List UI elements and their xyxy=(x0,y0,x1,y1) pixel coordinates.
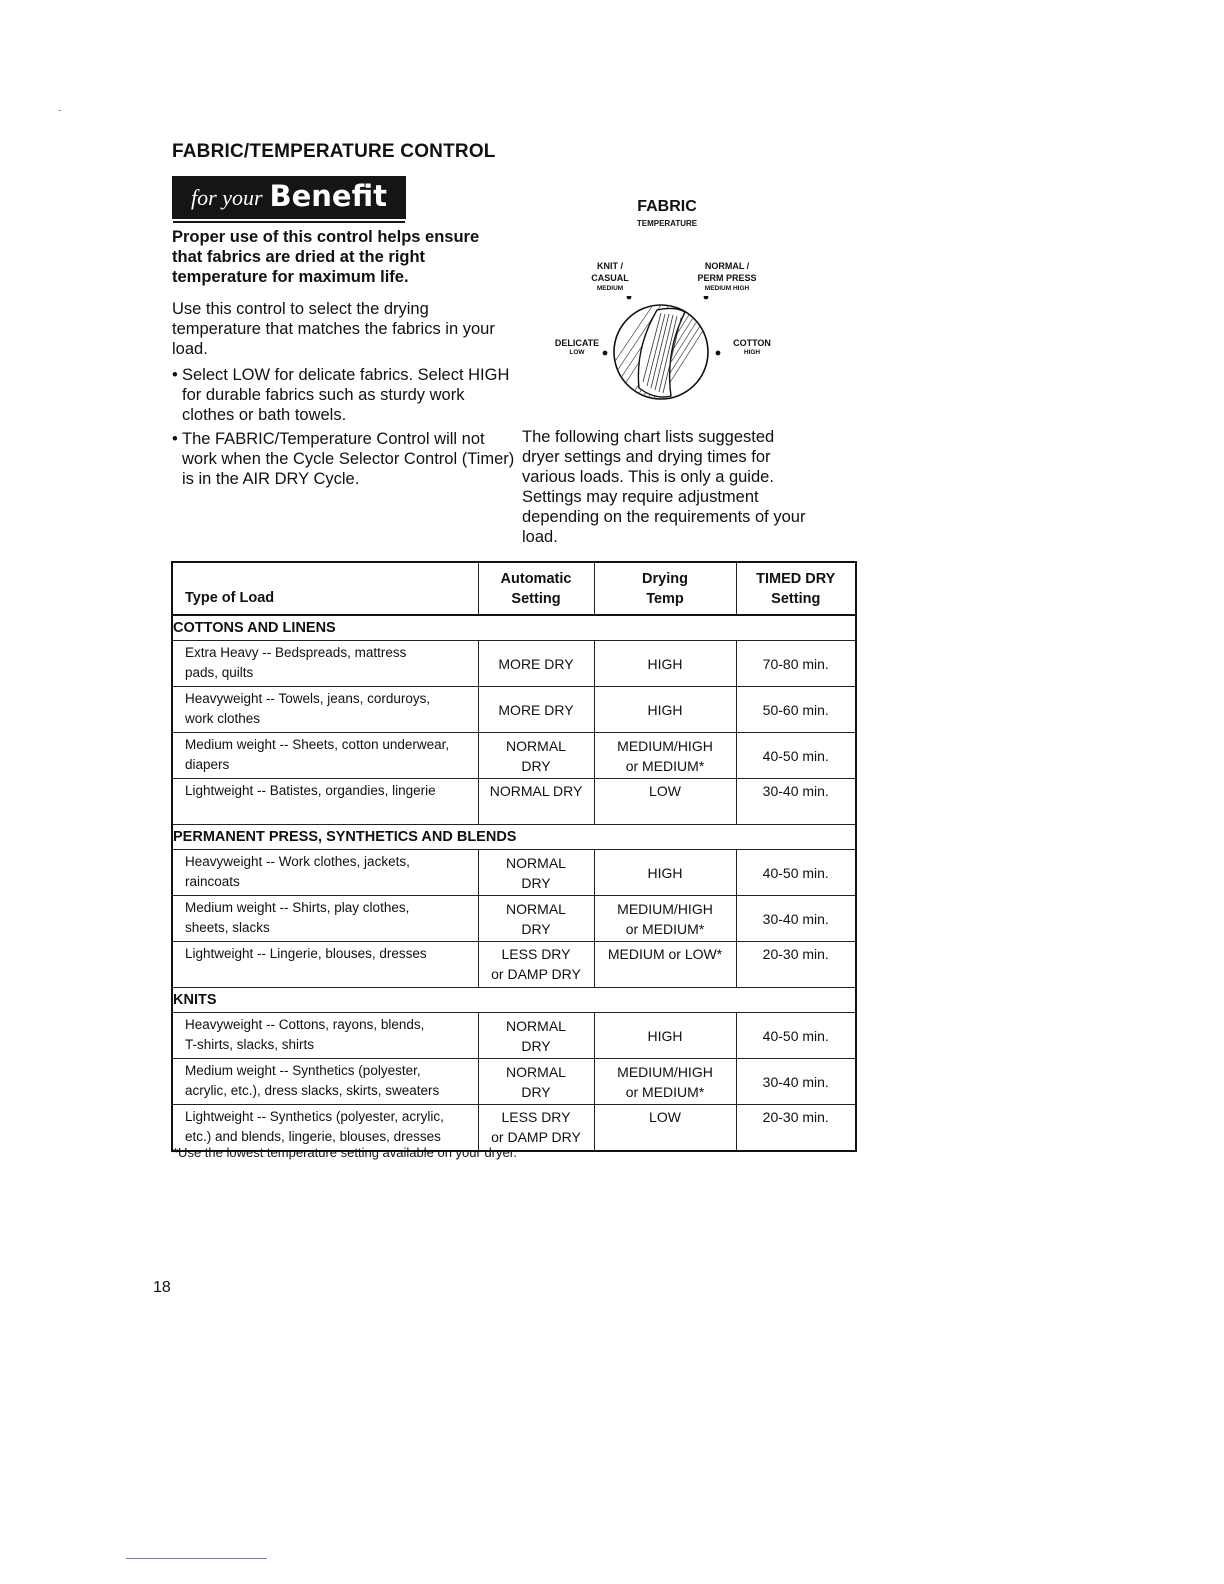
timed-dry-cell-line: 20-30 min. xyxy=(762,946,829,962)
timed-dry-cell xyxy=(736,1105,856,1151)
dial-label-casual: CASUAL xyxy=(591,273,629,283)
load-type-cell-line: Extra Heavy -- Bedspreads, mattress xyxy=(185,645,407,660)
automatic-setting-cell xyxy=(478,641,594,687)
dial-dot-medium-high xyxy=(704,296,709,299)
bottom-rule xyxy=(126,1558,267,1559)
automatic-setting-cell-line: LESS DRY xyxy=(501,1109,571,1125)
automatic-setting-cell-line: NORMAL xyxy=(506,1017,566,1034)
dial-title: FABRIC xyxy=(637,198,697,215)
load-type-cell xyxy=(172,850,478,896)
for-your-benefit-badge xyxy=(172,176,406,219)
timed-dry-cell xyxy=(736,850,856,896)
chart-intro-text: The following chart lists suggested dryer settings and drying times for various loads. This is only a guide. Settings may require adjustment depending on the requirements of your load. xyxy=(522,428,806,546)
dial-subtitle: TEMPERATURE xyxy=(636,219,698,228)
table-section-row xyxy=(172,615,856,641)
load-type-cell xyxy=(172,896,478,942)
table-body xyxy=(172,615,856,1151)
page-number: 18 xyxy=(153,1279,171,1296)
drying-temp-cell-line: LOW xyxy=(649,783,681,799)
header-timed-line2: Setting xyxy=(771,591,821,607)
drying-temp-cell xyxy=(594,850,736,896)
automatic-setting-cell-line: NORMAL xyxy=(506,854,566,871)
timed-dry-cell-line: 50-60 min. xyxy=(762,701,829,718)
automatic-setting-cell xyxy=(478,942,594,988)
header-drying-line2: Temp xyxy=(646,591,684,607)
timed-dry-cell xyxy=(736,942,856,988)
table-row xyxy=(172,1059,856,1105)
automatic-setting-cell-line: DRY xyxy=(521,920,551,937)
load-type-cell xyxy=(172,942,478,988)
timed-dry-cell xyxy=(736,687,856,733)
load-type-cell-line: work clothes xyxy=(185,711,261,726)
badge-benefit: Benefit xyxy=(269,179,387,213)
automatic-setting-cell-line: DRY xyxy=(521,757,551,774)
dial-dot-high xyxy=(716,351,721,356)
timed-dry-cell xyxy=(736,1059,856,1105)
load-type-cell-line: sheets, slacks xyxy=(185,920,270,935)
scan-mark xyxy=(58,110,61,111)
timed-dry-cell xyxy=(736,896,856,942)
load-type-cell xyxy=(172,1105,478,1151)
load-type-cell-line: T-shirts, slacks, shirts xyxy=(185,1037,315,1052)
drying-temp-cell xyxy=(594,1105,736,1151)
load-type-cell xyxy=(172,1013,478,1059)
automatic-setting-cell-line: NORMAL xyxy=(506,900,566,917)
bullet-dot: • xyxy=(172,366,178,384)
drying-temp-cell-line: MEDIUM/HIGH xyxy=(617,737,713,754)
table-section-row xyxy=(172,825,856,850)
timed-dry-cell-line: 30-40 min. xyxy=(762,1073,829,1090)
drying-temp-cell-line: HIGH xyxy=(647,701,683,718)
table-row xyxy=(172,850,856,896)
table-row xyxy=(172,896,856,942)
automatic-setting-cell-line: DRY xyxy=(521,1083,551,1100)
automatic-setting-cell-line: LESS DRY xyxy=(501,946,571,962)
drying-temp-cell xyxy=(594,733,736,779)
dial-label-normal: NORMAL / xyxy=(704,261,750,271)
load-type-cell xyxy=(172,733,478,779)
automatic-setting-cell-line: NORMAL xyxy=(506,737,566,754)
timed-dry-cell xyxy=(736,1013,856,1059)
drying-temp-cell-line: HIGH xyxy=(647,864,683,881)
drying-temp-cell-line: MEDIUM/HIGH xyxy=(617,900,713,917)
load-type-cell xyxy=(172,687,478,733)
bullet-item xyxy=(172,429,517,489)
automatic-setting-cell-line: NORMAL DRY xyxy=(489,783,583,799)
automatic-setting-cell xyxy=(478,779,594,825)
dryer-settings-table xyxy=(171,561,857,1152)
drying-temp-cell-line: MEDIUM or LOW* xyxy=(607,946,723,962)
section-title: FABRIC/TEMPERATURE CONTROL xyxy=(172,141,496,162)
table-row xyxy=(172,687,856,733)
dial-label-medium-high: MEDIUM HIGH xyxy=(704,285,750,292)
timed-dry-cell xyxy=(736,779,856,825)
automatic-setting-cell xyxy=(478,1105,594,1151)
timed-dry-cell xyxy=(736,641,856,687)
dial-label-delicate: DELICATE xyxy=(554,338,600,348)
automatic-setting-cell xyxy=(478,850,594,896)
drying-temp-cell xyxy=(594,896,736,942)
drying-temp-cell-line: HIGH xyxy=(647,655,683,672)
timed-dry-cell-line: 40-50 min. xyxy=(762,1027,829,1044)
timed-dry-cell-line: 40-50 min. xyxy=(762,747,829,764)
section-title-cell: KNITS xyxy=(172,988,856,1013)
timed-dry-cell-line: 40-50 min. xyxy=(762,864,829,881)
bullet-text: The FABRIC/Temperature Control will not work when the Cycle Selector Control (Timer) is in the AIR DRY Cycle. xyxy=(182,430,515,488)
load-type-cell-line: acrylic, etc.), dress slacks, skirts, sweaters xyxy=(185,1083,440,1098)
load-type-cell-line: Heavyweight -- Cottons, rayons, blends, xyxy=(185,1017,425,1032)
drying-temp-cell xyxy=(594,1059,736,1105)
drying-temp-cell-line: or MEDIUM* xyxy=(625,757,705,774)
table-section-row xyxy=(172,988,856,1013)
load-type-cell xyxy=(172,1059,478,1105)
load-type-cell xyxy=(172,779,478,825)
drying-temp-cell-line: or MEDIUM* xyxy=(625,1083,705,1100)
automatic-setting-cell xyxy=(478,1059,594,1105)
drying-temp-cell xyxy=(594,1013,736,1059)
header-timed-line1: TIMED DRY xyxy=(756,571,836,587)
automatic-setting-cell-line: DRY xyxy=(521,1037,551,1054)
load-type-cell-line: diapers xyxy=(185,757,230,772)
load-type-cell-line: Lightweight -- Lingerie, blouses, dresses xyxy=(185,946,427,961)
automatic-setting-cell xyxy=(478,896,594,942)
header-automatic-line1: Automatic xyxy=(500,571,572,587)
timed-dry-cell-line: 20-30 min. xyxy=(762,1109,829,1125)
automatic-setting-cell-line: or DAMP DRY xyxy=(491,1129,581,1145)
bullet-item xyxy=(172,365,517,425)
header-automatic-setting xyxy=(478,562,594,615)
automatic-setting-cell-line: DRY xyxy=(521,874,551,891)
table-header-row xyxy=(172,562,856,615)
automatic-setting-cell-line: MORE DRY xyxy=(498,655,574,672)
lead-text: Proper use of this control helps ensure that fabrics are dried at the right temperature for maximum life. xyxy=(172,228,480,286)
table-row xyxy=(172,942,856,988)
timed-dry-cell-line: 70-80 min. xyxy=(762,655,829,672)
temperature-dial-icon xyxy=(595,296,725,406)
load-type-cell-line: Lightweight -- Synthetics (polyester, acrylic, xyxy=(185,1109,444,1124)
footnote: *Use the lowest temperature setting available on your dryer. xyxy=(173,1145,517,1160)
timed-dry-cell-line: 30-40 min. xyxy=(762,783,829,799)
load-type-cell-line: Heavyweight -- Work clothes, jackets, xyxy=(185,854,410,869)
table-row xyxy=(172,1013,856,1059)
header-drying-temp xyxy=(594,562,736,615)
intro-text: Use this control to select the drying temperature that matches the fabrics in your load. xyxy=(172,300,495,358)
drying-temp-cell-line: HIGH xyxy=(647,1027,683,1044)
drying-temp-cell-line: LOW xyxy=(649,1109,681,1125)
load-type-cell-line: raincoats xyxy=(185,874,240,889)
header-type-of-load: Type of Load xyxy=(172,562,478,615)
load-type-cell xyxy=(172,641,478,687)
dial-label-knit: KNIT / xyxy=(597,261,623,271)
dial-dot-medium xyxy=(627,296,632,299)
automatic-setting-cell-line: NORMAL xyxy=(506,1063,566,1080)
bullet-dot: • xyxy=(172,430,178,448)
table-row xyxy=(172,641,856,687)
header-timed-dry-setting xyxy=(736,562,856,615)
timed-dry-cell-line: 30-40 min. xyxy=(762,910,829,927)
load-type-cell-line: Medium weight -- Synthetics (polyester, xyxy=(185,1063,421,1078)
load-type-cell-line: Heavyweight -- Towels, jeans, corduroys, xyxy=(185,691,431,706)
drying-temp-cell xyxy=(594,687,736,733)
section-title-cell: COTTONS AND LINENS xyxy=(172,615,856,641)
drying-temp-cell xyxy=(594,942,736,988)
automatic-setting-cell xyxy=(478,1013,594,1059)
table-row xyxy=(172,733,856,779)
dial-label-medium: MEDIUM xyxy=(596,285,624,292)
drying-temp-cell xyxy=(594,641,736,687)
dial-dot-low xyxy=(603,351,608,356)
dial-label-high: HIGH xyxy=(743,349,761,356)
automatic-setting-cell xyxy=(478,733,594,779)
automatic-setting-cell xyxy=(478,687,594,733)
load-type-cell-line: etc.) and blends, lingerie, blouses, dresses xyxy=(185,1129,441,1144)
badge-for-your: for your xyxy=(191,184,263,210)
drying-temp-cell-line: MEDIUM/HIGH xyxy=(617,1063,713,1080)
load-type-cell-line: Medium weight -- Shirts, play clothes, xyxy=(185,900,410,915)
dial-label-perm-press: PERM PRESS xyxy=(697,273,757,283)
automatic-setting-cell-line: MORE DRY xyxy=(498,701,574,718)
drying-temp-cell xyxy=(594,779,736,825)
timed-dry-cell xyxy=(736,733,856,779)
drying-temp-cell-line: or MEDIUM* xyxy=(625,920,705,937)
header-drying-line1: Drying xyxy=(642,571,688,587)
header-automatic-line2: Setting xyxy=(511,591,561,607)
load-type-cell-line: pads, quilts xyxy=(185,665,254,680)
dial-label-cotton: COTTON xyxy=(733,338,771,348)
load-type-cell-line: Medium weight -- Sheets, cotton underwear, xyxy=(185,737,450,752)
section-title-cell: PERMANENT PRESS, SYNTHETICS AND BLENDS xyxy=(172,825,856,850)
dial-label-low: LOW xyxy=(569,349,585,356)
bullet-text: Select LOW for delicate fabrics. Select HIGH for durable fabrics such as sturdy work clothes or bath towels. xyxy=(182,366,510,424)
table-row xyxy=(172,779,856,825)
load-type-cell-line: Lightweight -- Batistes, organdies, lingerie xyxy=(185,783,436,798)
table-row xyxy=(172,1105,856,1151)
automatic-setting-cell-line: or DAMP DRY xyxy=(491,966,581,982)
